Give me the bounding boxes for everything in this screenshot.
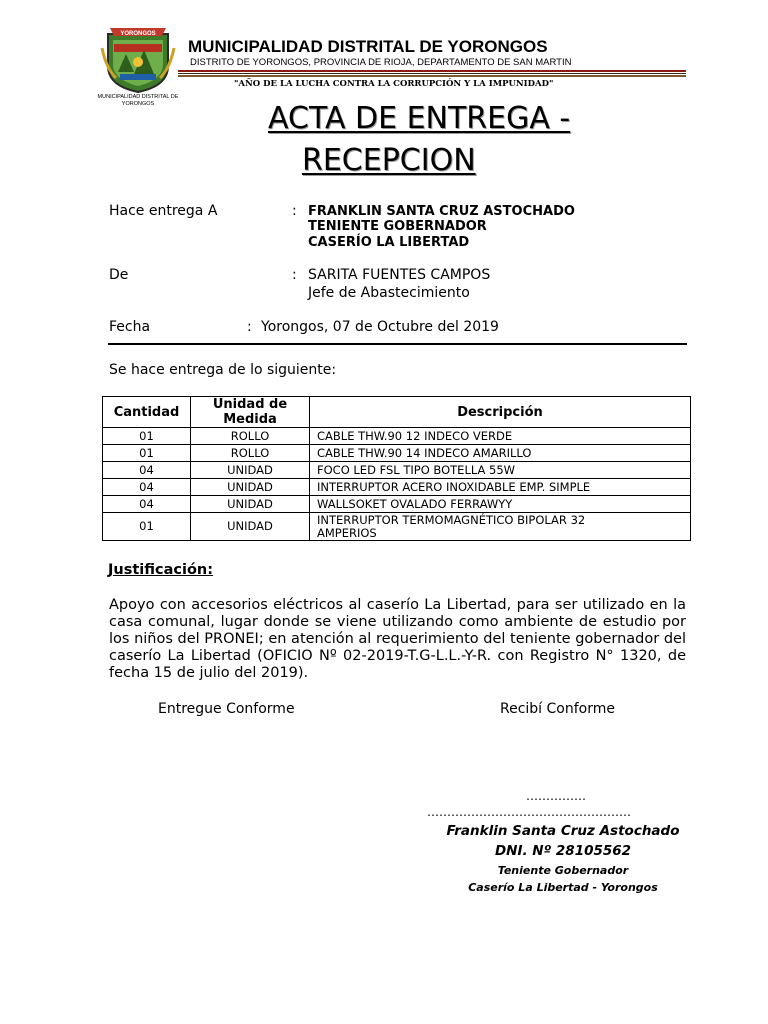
table-row: [103, 479, 691, 496]
row-quantity: 04: [103, 496, 191, 513]
row-quantity: 04: [103, 479, 191, 496]
signer-dni: DNI. Nº 28105562: [494, 843, 632, 859]
row-description-line2: AMPERIOS: [317, 525, 377, 540]
recipient-colon: :: [292, 203, 297, 219]
date-label: Fecha: [109, 319, 151, 335]
table-row: [103, 462, 691, 479]
header-quantity: Cantidad: [103, 397, 191, 428]
header-unit: [191, 397, 310, 428]
row-unit: UNIDAD: [191, 479, 310, 496]
row-description-line1: INTERRUPTOR TERMOMAGNÉTICO BIPOLAR 32: [317, 512, 586, 527]
header-unit-line1: Unidad de: [212, 397, 288, 412]
table-row: [103, 496, 691, 513]
recipient-role: TENIENTE GOBERNADOR: [308, 219, 487, 234]
date-value: Yorongos, 07 de Octubre del 2019: [261, 319, 499, 335]
header-divider-red: [178, 70, 686, 72]
table-row: [103, 513, 691, 541]
row-unit: ROLLO: [191, 428, 310, 445]
row-unit: UNIDAD: [191, 462, 310, 479]
justification-title: Justificación:: [108, 562, 214, 578]
row-unit: ROLLO: [191, 445, 310, 462]
received-conform-label: Recibí Conforme: [500, 701, 615, 717]
signature-dots-short: ……………: [526, 789, 586, 803]
justification-body: Apoyo con accesorios eléctricos al caserío La Libertad, para ser utilizado en la casa comunal, lugar donde se viene utilizando como ambiente de estudio por los niños del PRONEI; en atención al requerimiento del teniente gobernador del caserío La Libertad (OFICIO Nº 02-2019-T.G-L.L.-Y-R. con Registro N° 1320, de fecha 15 de julio del 2019).: [109, 597, 686, 681]
row-description: CABLE THW.90 12 INDECO VERDE: [310, 428, 691, 445]
items-intro: Se hace entrega de lo siguiente:: [109, 362, 337, 378]
info-divider: [108, 343, 687, 345]
header-divider-brown: [178, 75, 686, 77]
row-quantity: 01: [103, 513, 191, 541]
row-quantity: 04: [103, 462, 191, 479]
sender-colon: :: [292, 267, 297, 283]
municipal-seal-logo: [100, 28, 176, 94]
row-description: WALLSOKET OVALADO FERRAWYY: [310, 496, 691, 513]
row-description: [310, 513, 691, 541]
row-unit: UNIDAD: [191, 513, 310, 541]
signer-place: Caserío La Libertad - Yorongos: [468, 881, 658, 894]
table-row: [103, 428, 691, 445]
row-quantity: 01: [103, 428, 191, 445]
municipality-title: MUNICIPALIDAD DISTRITAL DE YORONGOS: [188, 37, 548, 56]
municipality-subtitle: DISTRITO DE YORONGOS, PROVINCIA DE RIOJA, DEPARTAMENTO DE SAN MARTIN: [190, 57, 572, 68]
row-description: INTERRUPTOR ACERO INOXIDABLE EMP. SIMPLE: [310, 479, 691, 496]
signer-role: Teniente Gobernador: [497, 864, 629, 877]
table-header-row: [103, 397, 691, 428]
delivered-conform-label: Entregue Conforme: [158, 701, 295, 717]
sender-label: De: [109, 267, 129, 283]
document-title-line2: RECEPCION: [302, 143, 476, 178]
header-unit-line2: Medida: [223, 412, 277, 427]
row-quantity: 01: [103, 445, 191, 462]
recipient-place: CASERÍO LA LIBERTAD: [308, 235, 470, 250]
signer-name: Franklin Santa Cruz Astochado: [446, 823, 680, 839]
sender-name: SARITA FUENTES CAMPOS: [308, 267, 491, 283]
recipient-name: FRANKLIN SANTA CRUZ ASTOCHADO: [308, 204, 575, 219]
document-title-line1: ACTA DE ENTREGA -: [268, 101, 571, 136]
header-description: Descripción: [310, 397, 691, 428]
sender-role: Jefe de Abastecimiento: [308, 285, 470, 301]
year-motto: "AÑO DE LA LUCHA CONTRA LA CORRUPCIÓN Y LA IMPUNIDAD": [234, 79, 554, 89]
logo-caption: MUNICIPALIDAD DISTRITAL DE YORONGOS: [97, 94, 179, 107]
logo-banner-text: YORONGOS: [120, 31, 156, 37]
row-description: FOCO LED FSL TIPO BOTELLA 55W: [310, 462, 691, 479]
date-colon: :: [247, 319, 252, 335]
signature-line: ……………………………………………: [427, 805, 631, 819]
header-divider-dark: [178, 73, 686, 74]
table-row: [103, 445, 691, 462]
row-description: CABLE THW.90 14 INDECO AMARILLO: [310, 445, 691, 462]
recipient-label: Hace entrega A: [109, 203, 218, 219]
items-table: [102, 396, 691, 541]
row-unit: UNIDAD: [191, 496, 310, 513]
